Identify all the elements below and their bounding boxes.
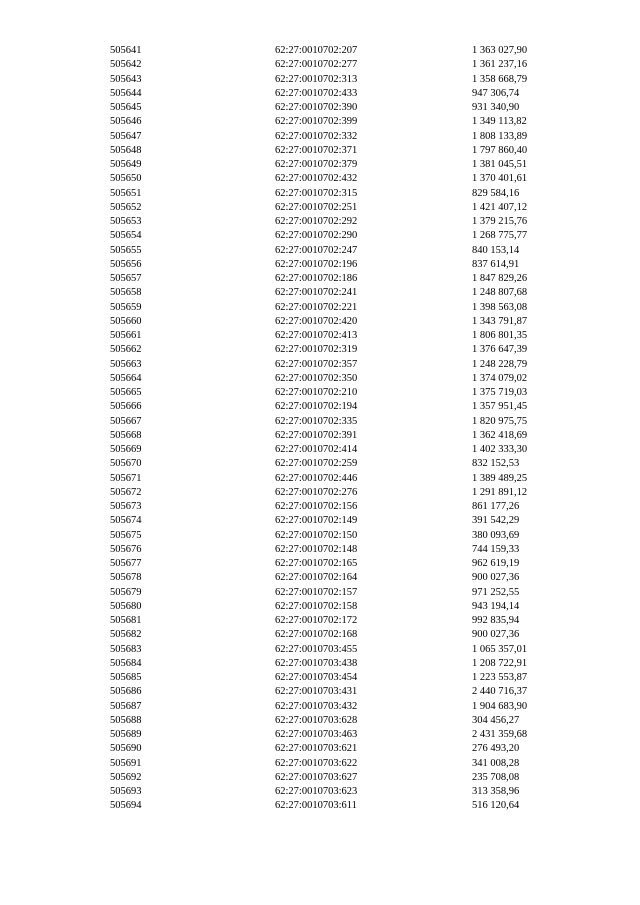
value-cell: 1 268 775,77 xyxy=(472,230,528,242)
record-id-cell: 505676 xyxy=(110,543,142,555)
record-id-cell: 505686 xyxy=(110,686,142,698)
table-row xyxy=(110,529,570,543)
value-cell: 1 208 722,91 xyxy=(472,657,528,669)
record-id-cell: 505654 xyxy=(110,230,142,242)
table-row xyxy=(110,315,570,329)
value-cell: 900 027,36 xyxy=(472,572,520,584)
cadastral-number-cell: 62:27:0010702:371 xyxy=(275,144,358,156)
table-row xyxy=(110,115,570,129)
cadastral-number-cell: 62:27:0010702:399 xyxy=(275,116,358,128)
record-id-cell: 505667 xyxy=(110,415,142,427)
cadastral-number-cell: 62:27:0010702:292 xyxy=(275,216,358,227)
value-cell: 1 349 113,82 xyxy=(472,116,527,128)
value-cell: 1 376 647,39 xyxy=(472,344,528,356)
table-row xyxy=(110,443,570,457)
record-id-cell: 505690 xyxy=(110,743,142,755)
cadastral-number-cell: 62:27:0010703:628 xyxy=(275,714,358,726)
table-row xyxy=(110,500,570,514)
value-cell: 744 159,33 xyxy=(472,543,520,555)
record-id-cell: 505687 xyxy=(110,700,142,712)
record-id-cell: 505664 xyxy=(110,372,142,384)
record-id-cell: 505666 xyxy=(110,401,142,413)
record-id-cell: 505677 xyxy=(110,558,142,569)
cadastral-number-cell: 62:27:0010702:172 xyxy=(275,615,358,626)
value-cell: 276 493,20 xyxy=(472,743,520,755)
record-id-cell: 505660 xyxy=(110,315,142,327)
cadastral-number-cell: 62:27:0010702:277 xyxy=(275,59,358,71)
record-id-cell: 505651 xyxy=(110,187,142,199)
cadastral-number-cell: 62:27:0010702:350 xyxy=(275,372,358,384)
record-id-cell: 505673 xyxy=(110,501,142,512)
table-row xyxy=(110,557,570,571)
cadastral-number-cell: 62:27:0010702:379 xyxy=(275,159,358,170)
record-id-cell: 505652 xyxy=(110,201,142,213)
value-cell: 1 797 860,40 xyxy=(472,144,528,156)
cadastral-number-cell: 62:27:0010703:622 xyxy=(275,757,358,769)
cadastral-number-cell: 62:27:0010703:463 xyxy=(275,729,358,740)
table-row xyxy=(110,258,570,272)
table-row xyxy=(110,201,570,215)
value-cell: 1 343 791,87 xyxy=(472,315,528,327)
table-row xyxy=(110,700,570,714)
table-row xyxy=(110,272,570,286)
cadastral-number-cell: 62:27:0010702:194 xyxy=(275,401,358,413)
cadastral-number-cell: 62:27:0010702:207 xyxy=(275,45,358,56)
table-row xyxy=(110,742,570,756)
value-cell: 931 340,90 xyxy=(472,102,520,113)
record-id-cell: 505646 xyxy=(110,116,142,128)
cadastral-number-cell: 62:27:0010702:276 xyxy=(275,486,358,498)
cadastral-number-cell: 62:27:0010702:414 xyxy=(275,444,358,455)
table-row xyxy=(110,58,570,72)
record-id-cell: 505694 xyxy=(110,800,142,812)
record-id-cell: 505689 xyxy=(110,729,142,740)
table-row xyxy=(110,44,570,58)
record-id-cell: 505684 xyxy=(110,657,142,669)
value-cell: 1 808 133,89 xyxy=(472,130,528,142)
record-id-cell: 505649 xyxy=(110,159,142,170)
table-row xyxy=(110,543,570,557)
table-row xyxy=(110,329,570,343)
value-cell: 837 614,91 xyxy=(472,258,520,270)
value-cell: 391 542,29 xyxy=(472,515,520,527)
record-id-cell: 505691 xyxy=(110,757,142,769)
cadastral-number-cell: 62:27:0010702:156 xyxy=(275,501,358,512)
cadastral-number-cell: 62:27:0010703:438 xyxy=(275,657,358,669)
cadastral-number-cell: 62:27:0010702:335 xyxy=(275,415,358,427)
cadastral-number-cell: 62:27:0010702:390 xyxy=(275,102,358,113)
record-id-cell: 505659 xyxy=(110,301,142,313)
record-id-cell: 505683 xyxy=(110,643,142,655)
table-row xyxy=(110,130,570,144)
table-row xyxy=(110,614,570,628)
value-cell: 1 806 801,35 xyxy=(472,330,528,341)
table-row xyxy=(110,628,570,642)
cadastral-number-cell: 62:27:0010702:210 xyxy=(275,387,358,398)
table-row xyxy=(110,714,570,728)
cadastral-number-cell: 62:27:0010703:611 xyxy=(275,800,357,812)
record-id-cell: 505658 xyxy=(110,287,142,299)
record-id-cell: 505662 xyxy=(110,344,142,356)
value-cell: 1 223 553,87 xyxy=(472,672,528,683)
data-table xyxy=(110,44,570,814)
value-cell: 1 248 807,68 xyxy=(472,287,528,299)
record-id-cell: 505682 xyxy=(110,629,142,641)
cadastral-number-cell: 62:27:0010703:454 xyxy=(275,672,358,683)
cadastral-number-cell: 62:27:0010702:319 xyxy=(275,344,358,356)
cadastral-number-cell: 62:27:0010702:432 xyxy=(275,173,358,185)
record-id-cell: 505688 xyxy=(110,714,142,726)
record-id-cell: 505671 xyxy=(110,472,142,484)
table-row xyxy=(110,386,570,400)
table-row xyxy=(110,244,570,258)
table-row xyxy=(110,301,570,315)
cadastral-number-cell: 62:27:0010702:315 xyxy=(275,187,358,199)
cadastral-number-cell: 62:27:0010703:627 xyxy=(275,771,358,783)
record-id-cell: 505648 xyxy=(110,144,142,156)
cadastral-number-cell: 62:27:0010702:158 xyxy=(275,600,358,612)
value-cell: 2 440 716,37 xyxy=(472,686,528,698)
cadastral-number-cell: 62:27:0010702:196 xyxy=(275,258,358,270)
table-row xyxy=(110,372,570,386)
table-row xyxy=(110,685,570,699)
table-row xyxy=(110,771,570,785)
value-cell: 380 093,69 xyxy=(472,529,520,541)
cadastral-number-cell: 62:27:0010703:623 xyxy=(275,786,358,797)
record-id-cell: 505653 xyxy=(110,216,142,227)
value-cell: 1 398 563,08 xyxy=(472,301,528,313)
cadastral-number-cell: 62:27:0010702:221 xyxy=(275,301,358,313)
table-row xyxy=(110,215,570,229)
value-cell: 235 708,08 xyxy=(472,771,520,783)
cadastral-number-cell: 62:27:0010702:446 xyxy=(275,472,358,484)
value-cell: 1 370 401,61 xyxy=(472,173,528,185)
cadastral-number-cell: 62:27:0010702:332 xyxy=(275,130,358,142)
table-row xyxy=(110,172,570,186)
cadastral-number-cell: 62:27:0010702:148 xyxy=(275,543,358,555)
table-row xyxy=(110,229,570,243)
table-row xyxy=(110,757,570,771)
table-row xyxy=(110,343,570,357)
value-cell: 516 120,64 xyxy=(472,800,520,812)
table-row xyxy=(110,671,570,685)
table-row xyxy=(110,586,570,600)
record-id-cell: 505643 xyxy=(110,73,142,85)
value-cell: 829 584,16 xyxy=(472,187,520,199)
value-cell: 971 252,55 xyxy=(472,586,520,598)
value-cell: 1 904 683,90 xyxy=(472,700,528,712)
value-cell: 1 402 333,30 xyxy=(472,444,528,455)
table-row xyxy=(110,101,570,115)
table-row xyxy=(110,643,570,657)
value-cell: 1 375 719,03 xyxy=(472,387,528,398)
table-row xyxy=(110,400,570,414)
value-cell: 2 431 359,68 xyxy=(472,729,528,740)
value-cell: 1 291 891,12 xyxy=(472,486,528,498)
cadastral-number-cell: 62:27:0010702:241 xyxy=(275,287,358,299)
cadastral-number-cell: 62:27:0010703:455 xyxy=(275,643,358,655)
cadastral-number-cell: 62:27:0010702:157 xyxy=(275,586,358,598)
value-cell: 1 379 215,76 xyxy=(472,216,528,227)
record-id-cell: 505680 xyxy=(110,600,142,612)
record-id-cell: 505679 xyxy=(110,586,142,598)
cadastral-number-cell: 62:27:0010702:313 xyxy=(275,73,358,85)
cadastral-number-cell: 62:27:0010702:251 xyxy=(275,201,358,213)
table-row xyxy=(110,286,570,300)
record-id-cell: 505693 xyxy=(110,786,142,797)
value-cell: 1 065 357,01 xyxy=(472,643,528,655)
cadastral-number-cell: 62:27:0010703:621 xyxy=(275,743,358,755)
value-cell: 1 357 951,45 xyxy=(472,401,528,413)
record-id-cell: 505668 xyxy=(110,429,142,441)
table-row xyxy=(110,144,570,158)
table-row xyxy=(110,73,570,87)
value-cell: 900 027,36 xyxy=(472,629,520,641)
value-cell: 962 619,19 xyxy=(472,558,520,569)
value-cell: 1 362 418,69 xyxy=(472,429,528,441)
record-id-cell: 505641 xyxy=(110,45,142,56)
value-cell: 1 358 668,79 xyxy=(472,73,528,85)
record-id-cell: 505675 xyxy=(110,529,142,541)
record-id-cell: 505692 xyxy=(110,771,142,783)
table-row xyxy=(110,657,570,671)
record-id-cell: 505644 xyxy=(110,87,142,99)
value-cell: 1 248 228,79 xyxy=(472,358,528,370)
table-row xyxy=(110,571,570,585)
record-id-cell: 505656 xyxy=(110,258,142,270)
cadastral-number-cell: 62:27:0010702:149 xyxy=(275,515,358,527)
value-cell: 1 389 489,25 xyxy=(472,472,528,484)
table-row xyxy=(110,799,570,813)
table-row xyxy=(110,415,570,429)
cadastral-number-cell: 62:27:0010702:290 xyxy=(275,230,358,242)
table-row xyxy=(110,158,570,172)
record-id-cell: 505678 xyxy=(110,572,142,584)
table-row xyxy=(110,728,570,742)
value-cell: 1 847 829,26 xyxy=(472,273,528,284)
cadastral-number-cell: 62:27:0010703:432 xyxy=(275,700,358,712)
cadastral-number-cell: 62:27:0010702:433 xyxy=(275,87,358,99)
record-id-cell: 505650 xyxy=(110,173,142,185)
cadastral-number-cell: 62:27:0010702:420 xyxy=(275,315,358,327)
value-cell: 341 008,28 xyxy=(472,757,520,769)
record-id-cell: 505647 xyxy=(110,130,142,142)
value-cell: 1 361 237,16 xyxy=(472,59,528,71)
value-cell: 943 194,14 xyxy=(472,600,520,612)
cadastral-number-cell: 62:27:0010702:164 xyxy=(275,572,358,584)
cadastral-number-cell: 62:27:0010702:357 xyxy=(275,358,358,370)
value-cell: 1 421 407,12 xyxy=(472,201,528,213)
cadastral-number-cell: 62:27:0010702:168 xyxy=(275,629,358,641)
cadastral-number-cell: 62:27:0010702:165 xyxy=(275,558,358,569)
value-cell: 840 153,14 xyxy=(472,244,520,256)
cadastral-number-cell: 62:27:0010702:247 xyxy=(275,244,358,256)
record-id-cell: 505674 xyxy=(110,515,142,527)
table-row xyxy=(110,785,570,799)
record-id-cell: 505672 xyxy=(110,486,142,498)
table-row xyxy=(110,457,570,471)
record-id-cell: 505670 xyxy=(110,458,142,470)
table-row xyxy=(110,87,570,101)
cadastral-number-cell: 62:27:0010702:259 xyxy=(275,458,358,470)
record-id-cell: 505661 xyxy=(110,330,142,341)
value-cell: 1 381 045,51 xyxy=(472,159,528,170)
cadastral-number-cell: 62:27:0010702:413 xyxy=(275,330,358,341)
record-id-cell: 505655 xyxy=(110,244,142,256)
cadastral-number-cell: 62:27:0010702:150 xyxy=(275,529,358,541)
value-cell: 1 820 975,75 xyxy=(472,415,528,427)
value-cell: 992 835,94 xyxy=(472,615,520,626)
value-cell: 861 177,26 xyxy=(472,501,520,512)
value-cell: 1 363 027,90 xyxy=(472,45,528,56)
table-row xyxy=(110,358,570,372)
record-id-cell: 505645 xyxy=(110,102,142,113)
record-id-cell: 505657 xyxy=(110,273,142,284)
record-id-cell: 505681 xyxy=(110,615,142,626)
value-cell: 313 358,96 xyxy=(472,786,520,797)
value-cell: 304 456,27 xyxy=(472,714,520,726)
value-cell: 1 374 079,02 xyxy=(472,372,528,384)
value-cell: 832 152,53 xyxy=(472,458,520,470)
value-cell: 947 306,74 xyxy=(472,87,520,99)
cadastral-number-cell: 62:27:0010702:391 xyxy=(275,429,358,441)
table-row xyxy=(110,486,570,500)
cadastral-number-cell: 62:27:0010702:186 xyxy=(275,273,358,284)
table-row xyxy=(110,187,570,201)
record-id-cell: 505685 xyxy=(110,672,142,683)
table-row xyxy=(110,514,570,528)
table-row xyxy=(110,429,570,443)
record-id-cell: 505669 xyxy=(110,444,142,455)
record-id-cell: 505663 xyxy=(110,358,142,370)
table-row xyxy=(110,472,570,486)
table-row xyxy=(110,600,570,614)
record-id-cell: 505665 xyxy=(110,387,142,398)
record-id-cell: 505642 xyxy=(110,59,142,71)
cadastral-number-cell: 62:27:0010703:431 xyxy=(275,686,358,698)
